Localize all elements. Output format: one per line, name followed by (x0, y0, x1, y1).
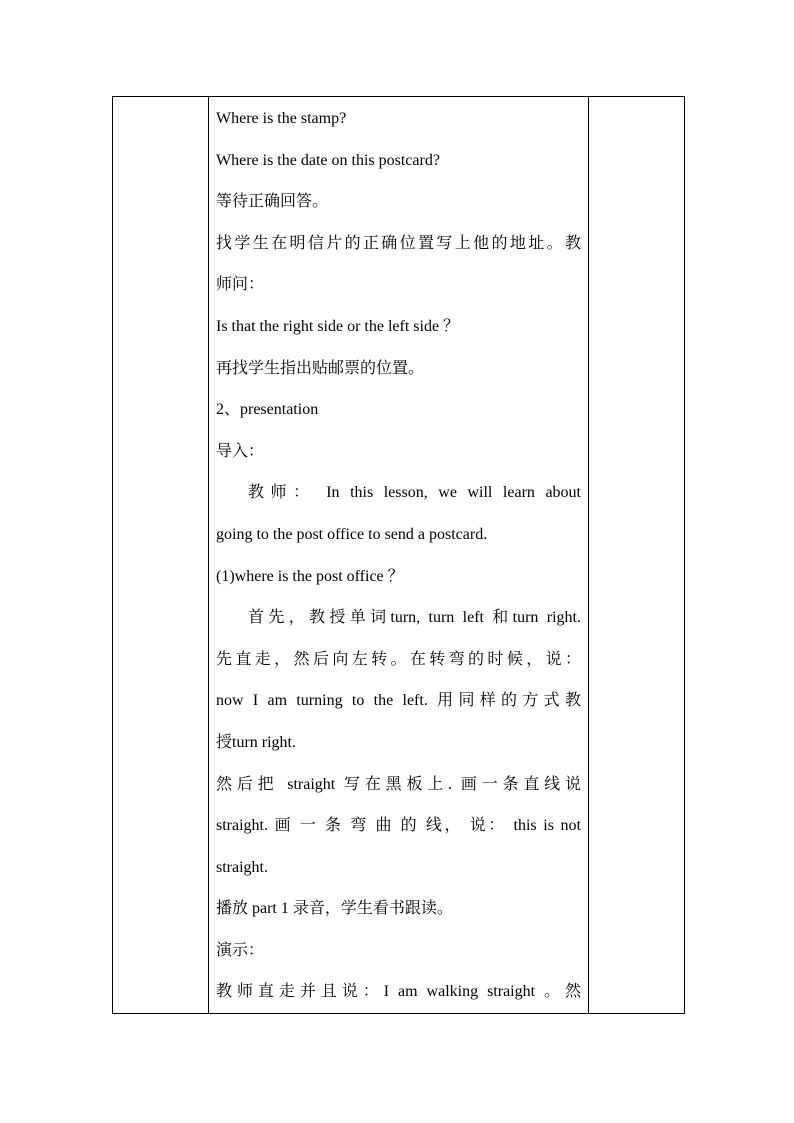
table-row (113, 97, 685, 1014)
question-date: Where is the date on this postcard? (216, 151, 440, 169)
demo-label: 演示： (216, 941, 265, 959)
wait-answer: 等待正确回答。 (216, 193, 329, 211)
teacher-intro-cont: going to the post office to send a postcard. (216, 525, 488, 543)
intro-label: 导入： (216, 442, 265, 460)
question-stamp: Where is the stamp? (216, 110, 347, 127)
point-stamp-position: 再找学生指出贴邮票的位置。 (216, 359, 425, 377)
walk-then-turn: 先直走，然后向左转。在转弯的时候，说： (216, 650, 581, 668)
write-straight: 然后把 straight 写在黑板上. 画一条直线说 (216, 775, 581, 793)
play-recording: 播放 part 1 录音，学生看书跟读。 (216, 900, 453, 918)
subsection-post-office: (1)where is the post office ？ (216, 567, 404, 585)
teacher-asks: 师问： (216, 276, 265, 294)
section-presentation: 2、presentation (216, 401, 319, 419)
question-side: Is that the right side or the left side ？ (216, 317, 460, 335)
right-column-cell (589, 97, 685, 1014)
find-student-address: 找学生在明信片的正确位置写上他的地址。教 (216, 234, 581, 252)
straight-end: straight. (216, 858, 268, 876)
teach-turn-words: 首先，教授单词turn, turn left 和turn right. (248, 609, 581, 627)
teacher-walks: 教师直走并且说：I am walking straight 。然 (216, 983, 581, 1001)
teach-turn-right: 授turn right. (216, 733, 296, 751)
lesson-content (209, 98, 588, 1013)
turning-left-example: now I am turning to the left. 用同样的方式教 (216, 692, 581, 710)
draw-curve: straight. 画 一 条 弯 曲 的 线， 说： this is not (216, 817, 581, 835)
lesson-plan-table (112, 96, 685, 1014)
left-column-cell (113, 97, 209, 1014)
content-column-cell (209, 97, 589, 1014)
teacher-intro: 教师： In this lesson, we will learn about (248, 484, 581, 502)
